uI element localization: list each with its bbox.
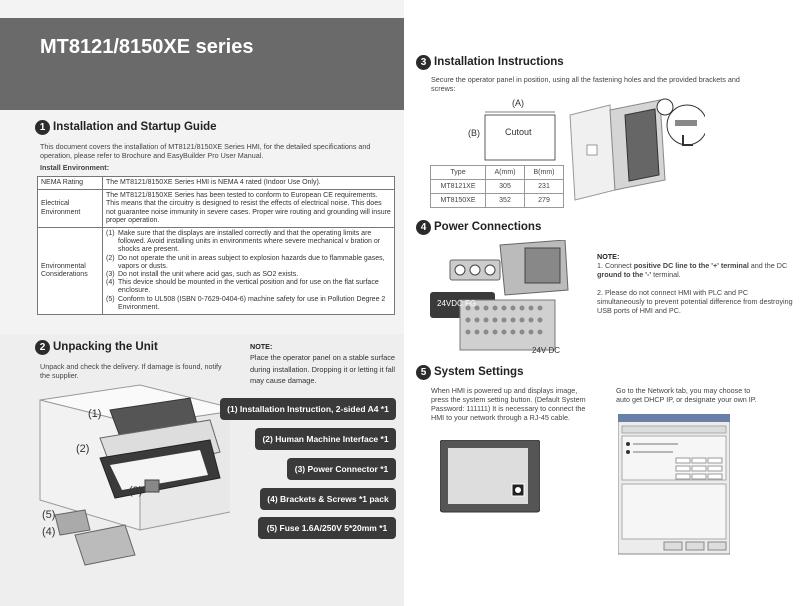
list-item [106,255,391,271]
section-3-title: Installation Instructions [434,56,564,68]
list-num: (3) [106,271,115,279]
list-num: (1) [106,230,115,238]
list-item [106,230,391,255]
note-text: 1. Connect [597,261,634,270]
note-emphasis: positive DC line to the '+' terminal [633,261,749,270]
callout-1: (1) [88,408,102,420]
list-item [106,296,391,312]
section-3-number: 3 [416,55,431,70]
list-item [106,271,391,279]
list-text: Make sure that the displays are installed correctly and that the operating limits are followed. Avoid installing units in environments where severe mechanical v bration or shocks are present. [118,230,381,254]
table-cell: MT8121XE [431,180,486,194]
dc-label: 24V DC [532,346,561,355]
list-text: Do not operate the unit in areas subject to explosion hazards due to flammable gases, vapors or dusts. [118,254,385,270]
list-text: Do not install the unit where acid gas, such as SO2 exists. [118,271,299,279]
list-num: (2) [106,254,115,262]
dimension-table [430,165,564,208]
section-5-title: System Settings [434,366,524,378]
cutout-label-a: (A) [512,98,524,108]
connector-label: 24VDC FG [437,299,477,308]
cutout-label-b: (B) [468,128,480,138]
table-row [431,180,564,194]
section-5-left-text: When HMI is powered up and displays image, press the system setting button. (Default System Password: 111111) It is necessary to connect the HMI to your network through a RJ-45 cable. [431,386,586,422]
section-4-note-2: 2. Please do not connect HMI with PLC and PC simultaneously to prevent potential difference from destroying USB ports of HMI and PC. [597,288,793,315]
page-subtitle: Installation Instruction [674,80,800,95]
section-4-note-1 [597,261,797,279]
table-cell: 231 [525,180,564,194]
table-cell: 279 [525,194,564,208]
list-text: Conform to UL508 (ISBN 0-7629-0404-6) machine safety for use in Pollution Degree 2 Environment. [118,295,386,311]
network-settings-dialog [618,414,730,556]
callout-3: (3) [129,485,143,497]
table-row [38,228,395,315]
section-5-right-text: Go to the Network tab, you may choose to auto get DHCP IP, or designate your own IP. [616,386,757,404]
electrical-value: The MT8121/8150XE Series has been tested to conform to European CE requirements. This means that the circuitry is designed to resist the effects of electrical noise. This does not guarantee noise immunity in severe cases. Proper wire routing and grounding will insure proper operation. [103,190,395,228]
table-cell: 352 [486,194,525,208]
package-item-4: (4) Brackets & Screws *1 pack [260,488,396,510]
list-num: (5) [106,295,115,303]
section-5-number: 5 [416,365,431,380]
callout-4: (4) [42,526,56,538]
install-environment-table [37,176,395,315]
table-row [38,177,395,190]
section-2-title: Unpacking the Unit [53,341,158,353]
package-item-5: (5) Fuse 1.6A/250V 5*20mm *1 [258,517,396,539]
section-2-number: 2 [35,340,50,355]
table-row [38,190,395,228]
package-item-3: (3) Power Connector *1 [287,458,396,480]
note-text: and the DC [748,261,788,270]
electrical-key: Electrical Environment [38,190,103,228]
package-item-2: (2) Human Machine Interface *1 [255,428,396,450]
section-3-text: Secure the operator panel in position, using all the fastening holes and the provided brackets and screws: [431,75,740,93]
table-header: B(mm) [525,166,564,180]
section-1-number: 1 [35,120,50,135]
nema-value: The MT8121/8150XE Series HMI is NEMA 4 rated (Indoor Use Only). [103,177,395,190]
nema-key: NEMA Rating [38,177,103,190]
note-emphasis: ground to the '-' [597,270,652,279]
section-4-note-title: NOTE: [597,252,620,261]
callout-2: (2) [76,443,90,455]
bracket-mount-illustration [565,95,705,210]
section-1-title: Installation and Startup Guide [53,121,217,133]
section-2-text: Unpack and check the delivery. If damage is found, notify the supplier. [40,362,222,380]
list-text: This device should be mounted in the vertical position and for use on the flat surface enclosure. [118,279,379,295]
table-cell: MT8150XE [431,194,486,208]
page-title: MT8121/8150XE series [40,36,254,58]
header-banner [0,18,404,110]
cutout-label: Cutout [505,127,532,137]
table-row [431,166,564,180]
section-2-note-text: Place the operator panel on a stable surface during installation. Dropping it or letting it fall may cause damage. [250,353,396,385]
section-4-number: 4 [416,220,431,235]
table-header: A(mm) [486,166,525,180]
note-text: terminal. [651,270,681,279]
hmi-device-illustration [440,440,540,515]
section-4-title: Power Connections [434,221,542,233]
table-cell: 305 [486,180,525,194]
install-env-heading: Install Environment: [40,163,110,172]
section-1-intro: This document covers the installation of MT8121/8150XE Series HMI, for the detailed specifications and operation, please refer to Brochure and EasyBuilder Pro User Manual. [40,142,371,160]
list-item [106,279,391,295]
environmental-key: Environmental Considerations [38,228,103,315]
callout-5: (5) [42,509,56,521]
list-num: (4) [106,279,115,287]
section-2-note-title: NOTE: [250,342,273,351]
table-row [431,194,564,208]
package-item-1: (1) Installation Instruction, 2-sided A4 *1 [220,398,396,420]
table-header: Type [431,166,486,180]
environmental-value [103,228,395,315]
